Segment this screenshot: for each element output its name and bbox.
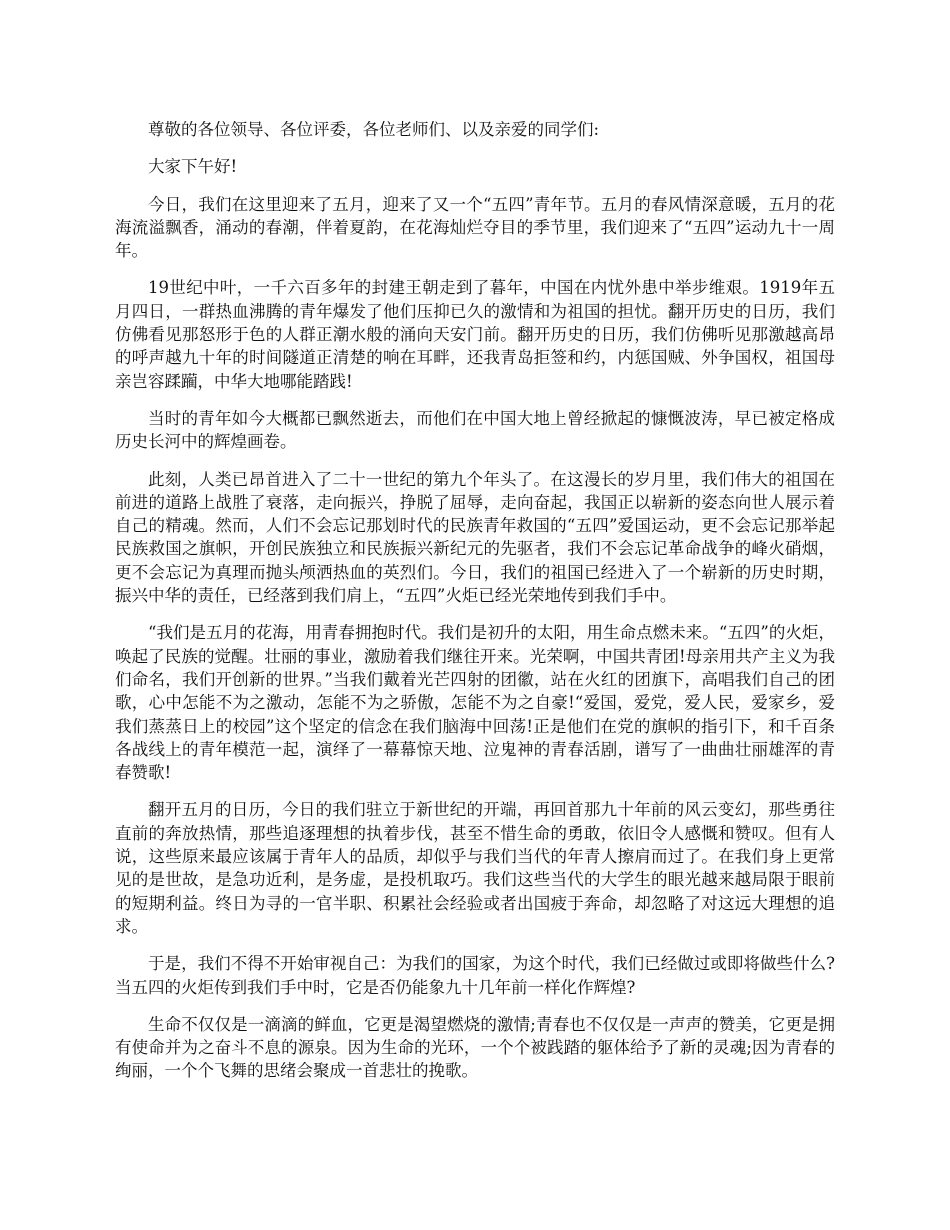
greeting: 大家下午好! [148,157,238,177]
paragraph: 此刻，人类已昂首进入了二十一世纪的第九个年头了。在这漫长的岁月里，我们伟大的祖国在前进的道路上战胜了衰落，走向振兴，挣脱了屈辱，走向奋起，我国正以崭新的姿态向世人展示着自己的精魂。然而，人们不会忘记那划时代的民族青年救国的“五四”爱国运动，更不会忘记那举起民族救国之旗帜，开创民族独立和民族振兴新纪元的先驱者，我们不会忘记革命战争的峰火硝烟，更不会忘记为真理而抛头颅洒热血的英烈们。今日，我们的祖国已经进入了一个崭新的历史时期，振兴中华的责任，已经落到我们肩上，“五四”火炬已经光荣地传到我们手中。 [115,469,835,606]
paragraph: 19世纪中叶，一千六百多年的封建王朝走到了暮年，中国在内忧外患中举步维艰。1919年五月四日，一群热血沸腾的青年爆发了他们压抑已久的激情和为祖国的担忧。翻开历史的日历，我们仿佛看见那怒形于色的人群正潮水般的涌向天安门前。翻开历史的日历，我们仿佛听见那激越高昂的呼声越九十年的时间隧道正清楚的响在耳畔，还我青岛拒签和约，内惩国贼、外争国权，祖国母亲岂容蹂躏，中华大地哪能踏践! [115,278,835,391]
salutation: 尊敬的各位领导、各位评委，各位老师们、以及亲爱的同学们: [148,120,600,139]
paragraph: 今日，我们在这里迎来了五月，迎来了又一个“五四”青年节。五月的春风情深意暖，五月的花海流溢飘香，涌动的春潮，伴着夏韵，在花海灿烂夺目的季节里，我们迎来了“五四”运动九十一周年。 [115,194,835,261]
paragraph: 于是，我们不得不开始审视自己：为我们的国家，为这个时代，我们已经做过或即将做些什么?当五四的火炬传到我们手中时，它是否仍能象九十几年前一样化作辉煌? [115,954,835,997]
paragraph: 翻开五月的日历，今日的我们驻立于新世纪的开端，再回首那九十年前的风云变幻，那些勇往直前的奔放热情，那些追逐理想的执着步伐，甚至不惜生命的勇敢，依旧令人感慨和赞叹。但有人说，这些原来最应该属于青年人的品质，却似乎与我们当代的年青人擦肩而过了。在我们身上更常见的是世故，是急功近利，是务虚，是投机取巧。我们这些当代的大学生的眼光越来越局限于眼前的短期利益。终日为寻的一官半职、积累社会经验或者出国疲于奔命，却忽略了对这远大理想的追求。 [115,800,835,936]
paragraph: 当时的青年如今大概都已飘然逝去，而他们在中国大地上曾经掀起的慷慨波涛，早已被定格成历史长河中的辉煌画卷。 [115,408,835,452]
document-body [115,118,835,1097]
paragraph: “我们是五月的花海，用青春拥抱时代。我们是初升的太阳，用生命点燃未来。“五四”的火炬，唤起了民族的觉醒。壮丽的事业，激励着我们继往开来。光荣啊，中国共青团!母亲用共产主义为我们命名，我们开创新的世界。”当我们戴着光芒四射的团徽，站在火红的团旗下，高唱我们自己的团歌，心中怎能不为之激动，怎能不为之骄傲，怎能不为之自豪!“爱国，爱党，爱人民，爱家乡，爱我们蒸蒸日上的校园”这个坚定的信念在我们脑海中回荡!正是他们在党的旗帜的指引下，和千百条各战线上的青年模范一起，演绎了一幕幕惊天地、泣鬼神的青春活剧，谱写了一曲曲壮丽雄浑的青春赞歌! [115,623,835,783]
paragraph: 生命不仅仅是一滴滴的鲜血，它更是渴望燃烧的激情;青春也不仅仅是一声声的赞美，它更是拥有使命并为之奋斗不息的源泉。因为生命的光环，一个个被践踏的躯体给予了新的灵魂;因为青春的绚丽，一个个飞舞的思绪会聚成一首悲壮的挽歌。 [115,1014,835,1081]
